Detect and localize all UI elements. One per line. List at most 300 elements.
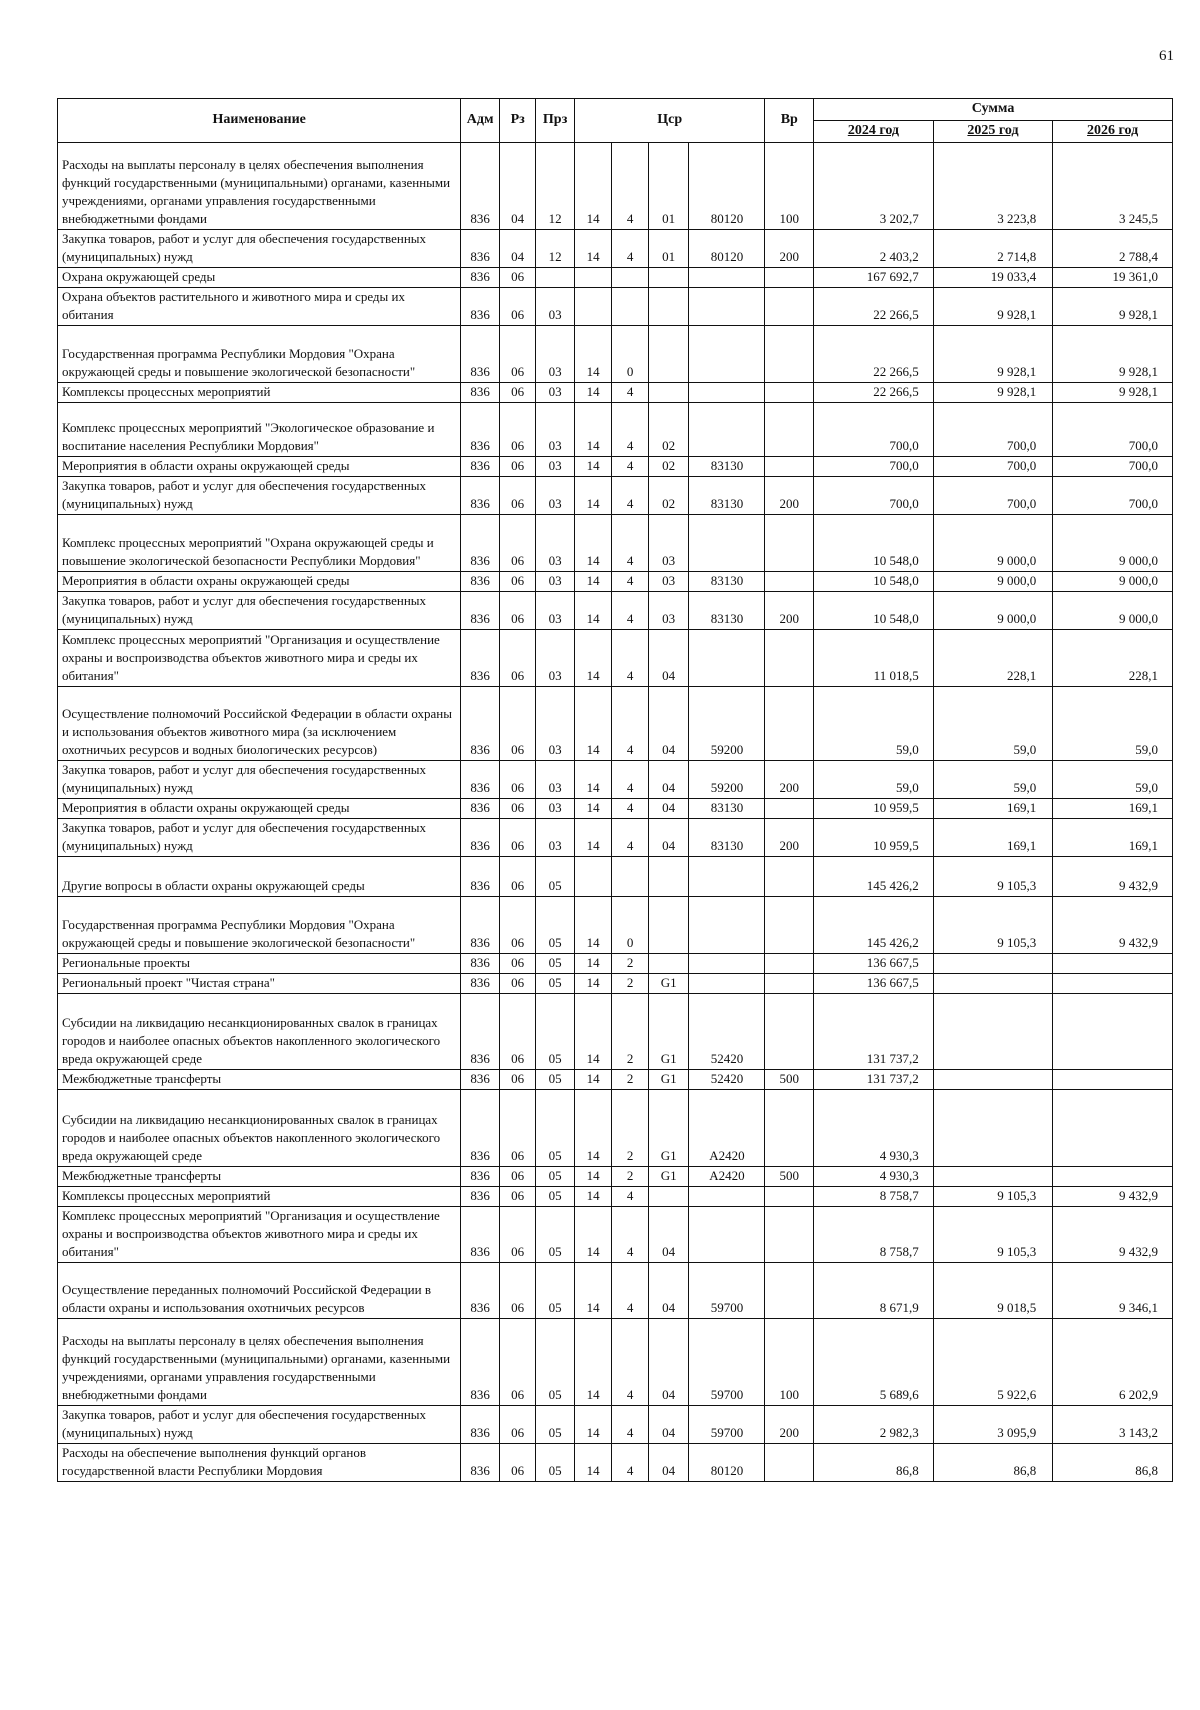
row-prz: 05 bbox=[536, 954, 575, 974]
row-csr-type: 4 bbox=[612, 1406, 648, 1444]
row-csr-program: 14 bbox=[574, 630, 612, 687]
row-rz: 06 bbox=[499, 994, 535, 1070]
row-adm: 836 bbox=[461, 268, 500, 288]
row-csr-type: 4 bbox=[612, 761, 648, 799]
row-sum-2024: 10 959,5 bbox=[814, 819, 934, 857]
row-vr: 200 bbox=[765, 761, 814, 799]
table-row bbox=[58, 326, 1173, 383]
table-row bbox=[58, 457, 1173, 477]
row-name: Субсидии на ликвидацию несанкционированных свалок в границах городов и наиболее опасных объектов накопленного экологического вреда окружающей среде bbox=[58, 994, 461, 1070]
row-vr: 100 bbox=[765, 1319, 814, 1406]
row-csr-structure bbox=[648, 897, 689, 954]
row-prz: 05 bbox=[536, 974, 575, 994]
row-csr-direction: 59700 bbox=[689, 1319, 765, 1406]
header-vr: Вр bbox=[765, 99, 814, 143]
row-sum-2025: 9 928,1 bbox=[933, 288, 1053, 326]
row-sum-2026: 9 432,9 bbox=[1053, 1187, 1173, 1207]
row-vr bbox=[765, 1090, 814, 1167]
row-adm: 836 bbox=[461, 477, 500, 515]
row-adm: 836 bbox=[461, 974, 500, 994]
row-vr bbox=[765, 857, 814, 897]
row-adm: 836 bbox=[461, 1263, 500, 1319]
table-row bbox=[58, 799, 1173, 819]
row-sum-2026: 3 245,5 bbox=[1053, 143, 1173, 230]
row-vr bbox=[765, 630, 814, 687]
row-csr-program: 14 bbox=[574, 994, 612, 1070]
row-prz: 03 bbox=[536, 515, 575, 572]
row-csr-program: 14 bbox=[574, 1187, 612, 1207]
row-adm: 836 bbox=[461, 383, 500, 403]
row-rz: 06 bbox=[499, 1406, 535, 1444]
row-adm: 836 bbox=[461, 288, 500, 326]
row-csr-program: 14 bbox=[574, 326, 612, 383]
row-sum-2024: 5 689,6 bbox=[814, 1319, 934, 1406]
row-csr-direction: 80120 bbox=[689, 1444, 765, 1482]
row-prz: 03 bbox=[536, 383, 575, 403]
row-csr-type: 2 bbox=[612, 974, 648, 994]
row-prz: 05 bbox=[536, 1070, 575, 1090]
table-row bbox=[58, 630, 1173, 687]
table-row bbox=[58, 477, 1173, 515]
row-csr-structure bbox=[648, 954, 689, 974]
row-csr-direction bbox=[689, 1187, 765, 1207]
row-adm: 836 bbox=[461, 1090, 500, 1167]
row-rz: 06 bbox=[499, 288, 535, 326]
row-adm: 836 bbox=[461, 954, 500, 974]
row-csr-program bbox=[574, 288, 612, 326]
table-row bbox=[58, 819, 1173, 857]
row-csr-program: 14 bbox=[574, 477, 612, 515]
row-adm: 836 bbox=[461, 1319, 500, 1406]
row-vr bbox=[765, 515, 814, 572]
row-rz: 06 bbox=[499, 954, 535, 974]
row-csr-direction bbox=[689, 857, 765, 897]
row-csr-structure: 04 bbox=[648, 1263, 689, 1319]
row-rz: 06 bbox=[499, 1187, 535, 1207]
row-csr-type: 0 bbox=[612, 326, 648, 383]
row-prz: 05 bbox=[536, 1319, 575, 1406]
row-sum-2024: 22 266,5 bbox=[814, 288, 934, 326]
row-sum-2024: 2 403,2 bbox=[814, 230, 934, 268]
row-sum-2026: 6 202,9 bbox=[1053, 1319, 1173, 1406]
row-sum-2026 bbox=[1053, 994, 1173, 1070]
row-csr-type: 4 bbox=[612, 819, 648, 857]
row-adm: 836 bbox=[461, 1070, 500, 1090]
row-rz: 06 bbox=[499, 799, 535, 819]
row-csr-direction bbox=[689, 630, 765, 687]
row-vr bbox=[765, 1207, 814, 1263]
row-csr-structure bbox=[648, 383, 689, 403]
row-name: Мероприятия в области охраны окружающей среды bbox=[58, 799, 461, 819]
row-sum-2025: 700,0 bbox=[933, 477, 1053, 515]
row-rz: 06 bbox=[499, 761, 535, 799]
row-csr-program: 14 bbox=[574, 954, 612, 974]
row-sum-2026: 700,0 bbox=[1053, 457, 1173, 477]
row-csr-type: 4 bbox=[612, 403, 648, 457]
row-sum-2026 bbox=[1053, 954, 1173, 974]
row-csr-direction: 52420 bbox=[689, 1070, 765, 1090]
row-name: Другие вопросы в области охраны окружающей среды bbox=[58, 857, 461, 897]
row-csr-direction: 59700 bbox=[689, 1406, 765, 1444]
row-name: Осуществление переданных полномочий Российской Федерации в области охраны и использования охотничьих ресурсов bbox=[58, 1263, 461, 1319]
row-name: Межбюджетные трансферты bbox=[58, 1070, 461, 1090]
header-name: Наименование bbox=[58, 99, 461, 143]
row-csr-type: 4 bbox=[612, 383, 648, 403]
row-csr-structure: G1 bbox=[648, 1167, 689, 1187]
row-name: Закупка товаров, работ и услуг для обеспечения государственных (муниципальных) нужд bbox=[58, 230, 461, 268]
row-sum-2025: 9 000,0 bbox=[933, 572, 1053, 592]
row-sum-2026: 9 000,0 bbox=[1053, 572, 1173, 592]
row-csr-type: 2 bbox=[612, 1167, 648, 1187]
row-prz: 05 bbox=[536, 1263, 575, 1319]
row-csr-direction bbox=[689, 515, 765, 572]
row-csr-type: 4 bbox=[612, 572, 648, 592]
row-name: Охрана объектов растительного и животного мира и среды их обитания bbox=[58, 288, 461, 326]
table-row bbox=[58, 288, 1173, 326]
row-csr-type: 4 bbox=[612, 1263, 648, 1319]
row-rz: 04 bbox=[499, 143, 535, 230]
row-name: Комплекс процессных мероприятий "Охрана окружающей среды и повышение экологической безопасности Республики Мордовия" bbox=[58, 515, 461, 572]
table-body bbox=[58, 143, 1173, 1482]
row-sum-2025: 9 018,5 bbox=[933, 1263, 1053, 1319]
row-csr-type: 4 bbox=[612, 477, 648, 515]
row-name: Комплекс процессных мероприятий "Организация и осуществление охраны и воспроизводства объектов животного мира и среды их обитания" bbox=[58, 630, 461, 687]
table-row bbox=[58, 1187, 1173, 1207]
row-csr-program: 14 bbox=[574, 1406, 612, 1444]
row-vr bbox=[765, 288, 814, 326]
row-rz: 06 bbox=[499, 268, 535, 288]
row-sum-2024: 22 266,5 bbox=[814, 383, 934, 403]
table-header bbox=[58, 99, 1173, 143]
row-name: Расходы на выплаты персоналу в целях обеспечения выполнения функций государственными (муниципальными) органами, казенными учреждениями, органами управления государственными внебюджетными фондами bbox=[58, 143, 461, 230]
row-adm: 836 bbox=[461, 897, 500, 954]
table-row bbox=[58, 1406, 1173, 1444]
row-prz: 05 bbox=[536, 1187, 575, 1207]
row-name: Государственная программа Республики Мордовия "Охрана окружающей среды и повышение экологической безопасности" bbox=[58, 897, 461, 954]
row-sum-2024: 131 737,2 bbox=[814, 994, 934, 1070]
row-name: Закупка товаров, работ и услуг для обеспечения государственных (муниципальных) нужд bbox=[58, 819, 461, 857]
row-csr-type bbox=[612, 288, 648, 326]
row-csr-type bbox=[612, 268, 648, 288]
row-sum-2026: 19 361,0 bbox=[1053, 268, 1173, 288]
row-prz: 05 bbox=[536, 1406, 575, 1444]
row-csr-type: 4 bbox=[612, 630, 648, 687]
row-prz: 12 bbox=[536, 230, 575, 268]
row-sum-2026: 700,0 bbox=[1053, 403, 1173, 457]
row-csr-program: 14 bbox=[574, 572, 612, 592]
row-csr-structure: 01 bbox=[648, 230, 689, 268]
row-csr-program: 14 bbox=[574, 592, 612, 630]
row-csr-program: 14 bbox=[574, 687, 612, 761]
row-csr-type: 4 bbox=[612, 143, 648, 230]
row-prz: 05 bbox=[536, 994, 575, 1070]
row-prz: 05 bbox=[536, 1444, 575, 1482]
row-csr-type: 4 bbox=[612, 1444, 648, 1482]
header-year-2024: 2024 год bbox=[814, 121, 934, 143]
row-sum-2025: 3 223,8 bbox=[933, 143, 1053, 230]
row-sum-2024: 11 018,5 bbox=[814, 630, 934, 687]
row-csr-direction bbox=[689, 268, 765, 288]
row-adm: 836 bbox=[461, 1444, 500, 1482]
row-rz: 06 bbox=[499, 326, 535, 383]
row-rz: 06 bbox=[499, 1319, 535, 1406]
row-sum-2024: 145 426,2 bbox=[814, 857, 934, 897]
row-name: Комплекс процессных мероприятий "Организация и осуществление охраны и воспроизводства объектов животного мира и среды их обитания" bbox=[58, 1207, 461, 1263]
row-vr bbox=[765, 1444, 814, 1482]
row-csr-program: 14 bbox=[574, 403, 612, 457]
row-prz: 05 bbox=[536, 857, 575, 897]
row-vr bbox=[765, 974, 814, 994]
row-sum-2024: 8 758,7 bbox=[814, 1207, 934, 1263]
row-sum-2026: 3 143,2 bbox=[1053, 1406, 1173, 1444]
row-sum-2024: 8 758,7 bbox=[814, 1187, 934, 1207]
row-csr-structure: 02 bbox=[648, 457, 689, 477]
table-row bbox=[58, 592, 1173, 630]
row-csr-structure: 02 bbox=[648, 403, 689, 457]
row-vr bbox=[765, 383, 814, 403]
row-adm: 836 bbox=[461, 687, 500, 761]
row-adm: 836 bbox=[461, 630, 500, 687]
row-csr-direction: 83130 bbox=[689, 819, 765, 857]
row-csr-direction bbox=[689, 383, 765, 403]
row-vr bbox=[765, 457, 814, 477]
row-csr-direction: 59200 bbox=[689, 687, 765, 761]
row-csr-type: 4 bbox=[612, 1187, 648, 1207]
row-vr bbox=[765, 403, 814, 457]
row-csr-type: 4 bbox=[612, 457, 648, 477]
row-sum-2024: 167 692,7 bbox=[814, 268, 934, 288]
row-rz: 06 bbox=[499, 897, 535, 954]
row-sum-2026: 9 928,1 bbox=[1053, 288, 1173, 326]
row-name: Закупка товаров, работ и услуг для обеспечения государственных (муниципальных) нужд bbox=[58, 477, 461, 515]
row-sum-2024: 131 737,2 bbox=[814, 1070, 934, 1090]
row-adm: 836 bbox=[461, 1406, 500, 1444]
row-csr-direction bbox=[689, 897, 765, 954]
row-vr bbox=[765, 268, 814, 288]
row-vr bbox=[765, 687, 814, 761]
table-row bbox=[58, 268, 1173, 288]
row-sum-2026 bbox=[1053, 1167, 1173, 1187]
row-csr-type: 2 bbox=[612, 1070, 648, 1090]
row-vr: 200 bbox=[765, 819, 814, 857]
row-sum-2024: 22 266,5 bbox=[814, 326, 934, 383]
table-row bbox=[58, 994, 1173, 1070]
table-row bbox=[58, 897, 1173, 954]
row-sum-2025: 9 000,0 bbox=[933, 592, 1053, 630]
row-vr bbox=[765, 954, 814, 974]
row-csr-structure: G1 bbox=[648, 1090, 689, 1167]
row-csr-direction bbox=[689, 403, 765, 457]
row-name: Комплексы процессных мероприятий bbox=[58, 383, 461, 403]
budget-table bbox=[57, 98, 1173, 1482]
row-sum-2025 bbox=[933, 954, 1053, 974]
row-rz: 06 bbox=[499, 974, 535, 994]
row-prz: 03 bbox=[536, 572, 575, 592]
row-prz bbox=[536, 268, 575, 288]
row-rz: 06 bbox=[499, 1070, 535, 1090]
row-sum-2025: 59,0 bbox=[933, 761, 1053, 799]
row-sum-2025: 700,0 bbox=[933, 403, 1053, 457]
row-csr-program: 14 bbox=[574, 1090, 612, 1167]
row-sum-2024: 10 548,0 bbox=[814, 592, 934, 630]
row-vr: 200 bbox=[765, 1406, 814, 1444]
row-sum-2025: 59,0 bbox=[933, 687, 1053, 761]
row-csr-direction bbox=[689, 288, 765, 326]
row-sum-2024: 700,0 bbox=[814, 477, 934, 515]
row-name: Региональные проекты bbox=[58, 954, 461, 974]
row-sum-2024: 86,8 bbox=[814, 1444, 934, 1482]
row-csr-direction: 52420 bbox=[689, 994, 765, 1070]
row-sum-2025: 9 000,0 bbox=[933, 515, 1053, 572]
row-name: Расходы на обеспечение выполнения функций органов государственной власти Республики Мордовия bbox=[58, 1444, 461, 1482]
row-csr-direction: 80120 bbox=[689, 230, 765, 268]
row-csr-direction: А2420 bbox=[689, 1167, 765, 1187]
row-csr-structure: 03 bbox=[648, 572, 689, 592]
row-csr-structure: 03 bbox=[648, 515, 689, 572]
row-csr-direction: 83130 bbox=[689, 592, 765, 630]
table-row bbox=[58, 1444, 1173, 1482]
header-csr: Цср bbox=[574, 99, 765, 143]
row-csr-direction: 83130 bbox=[689, 799, 765, 819]
row-csr-structure bbox=[648, 288, 689, 326]
row-sum-2026: 228,1 bbox=[1053, 630, 1173, 687]
row-csr-type: 4 bbox=[612, 592, 648, 630]
row-rz: 06 bbox=[499, 857, 535, 897]
row-sum-2024: 4 930,3 bbox=[814, 1167, 934, 1187]
row-sum-2026: 86,8 bbox=[1053, 1444, 1173, 1482]
row-prz: 03 bbox=[536, 799, 575, 819]
row-csr-program bbox=[574, 268, 612, 288]
row-adm: 836 bbox=[461, 799, 500, 819]
row-sum-2025: 9 105,3 bbox=[933, 897, 1053, 954]
row-csr-program: 14 bbox=[574, 1207, 612, 1263]
row-vr bbox=[765, 994, 814, 1070]
row-prz: 03 bbox=[536, 687, 575, 761]
row-csr-program: 14 bbox=[574, 230, 612, 268]
row-vr bbox=[765, 1187, 814, 1207]
row-name: Закупка товаров, работ и услуг для обеспечения государственных (муниципальных) нужд bbox=[58, 1406, 461, 1444]
row-adm: 836 bbox=[461, 457, 500, 477]
row-sum-2026 bbox=[1053, 1090, 1173, 1167]
row-name: Государственная программа Республики Мордовия "Охрана окружающей среды и повышение экологической безопасности" bbox=[58, 326, 461, 383]
row-sum-2025: 9 928,1 bbox=[933, 383, 1053, 403]
row-csr-structure: 04 bbox=[648, 1406, 689, 1444]
row-vr: 200 bbox=[765, 230, 814, 268]
row-sum-2024: 145 426,2 bbox=[814, 897, 934, 954]
row-adm: 836 bbox=[461, 230, 500, 268]
row-name: Комплексы процессных мероприятий bbox=[58, 1187, 461, 1207]
row-prz: 05 bbox=[536, 1207, 575, 1263]
header-year-2025: 2025 год bbox=[933, 121, 1053, 143]
row-csr-type: 4 bbox=[612, 799, 648, 819]
row-csr-direction: 59700 bbox=[689, 1263, 765, 1319]
row-sum-2025: 5 922,6 bbox=[933, 1319, 1053, 1406]
table-row bbox=[58, 403, 1173, 457]
row-prz: 03 bbox=[536, 630, 575, 687]
table-row bbox=[58, 1167, 1173, 1187]
row-prz: 05 bbox=[536, 897, 575, 954]
row-sum-2024: 136 667,5 bbox=[814, 974, 934, 994]
row-csr-direction: 83130 bbox=[689, 572, 765, 592]
row-csr-program: 14 bbox=[574, 761, 612, 799]
row-csr-program: 14 bbox=[574, 1444, 612, 1482]
row-rz: 06 bbox=[499, 572, 535, 592]
row-csr-program: 14 bbox=[574, 1070, 612, 1090]
row-rz: 06 bbox=[499, 1090, 535, 1167]
row-vr: 500 bbox=[765, 1070, 814, 1090]
row-name: Расходы на выплаты персоналу в целях обеспечения выполнения функций государственными (муниципальными) органами, казенными учреждениями, органами управления государственными внебюджетными фондами bbox=[58, 1319, 461, 1406]
row-vr bbox=[765, 572, 814, 592]
row-name: Комплекс процессных мероприятий "Экологическое образование и воспитание населения Республики Мордовия" bbox=[58, 403, 461, 457]
row-adm: 836 bbox=[461, 1207, 500, 1263]
row-adm: 836 bbox=[461, 994, 500, 1070]
row-sum-2024: 8 671,9 bbox=[814, 1263, 934, 1319]
row-csr-structure: G1 bbox=[648, 994, 689, 1070]
row-sum-2024: 3 202,7 bbox=[814, 143, 934, 230]
row-sum-2025 bbox=[933, 994, 1053, 1070]
row-csr-structure: 04 bbox=[648, 687, 689, 761]
row-csr-program: 14 bbox=[574, 799, 612, 819]
row-rz: 06 bbox=[499, 477, 535, 515]
table-row bbox=[58, 515, 1173, 572]
row-sum-2025: 2 714,8 bbox=[933, 230, 1053, 268]
row-sum-2025: 169,1 bbox=[933, 819, 1053, 857]
row-adm: 836 bbox=[461, 592, 500, 630]
row-sum-2026: 59,0 bbox=[1053, 687, 1173, 761]
row-vr: 200 bbox=[765, 477, 814, 515]
row-csr-structure: 04 bbox=[648, 1207, 689, 1263]
row-vr: 500 bbox=[765, 1167, 814, 1187]
row-prz: 03 bbox=[536, 819, 575, 857]
table-row bbox=[58, 383, 1173, 403]
table-row bbox=[58, 1263, 1173, 1319]
row-csr-type: 4 bbox=[612, 515, 648, 572]
row-prz: 03 bbox=[536, 326, 575, 383]
row-rz: 06 bbox=[499, 403, 535, 457]
row-name: Субсидии на ликвидацию несанкционированных свалок в границах городов и наиболее опасных объектов накопленного экологического вреда окружающей среде bbox=[58, 1090, 461, 1167]
row-sum-2026 bbox=[1053, 974, 1173, 994]
row-csr-structure: 02 bbox=[648, 477, 689, 515]
row-csr-structure: G1 bbox=[648, 974, 689, 994]
row-name: Межбюджетные трансферты bbox=[58, 1167, 461, 1187]
row-name: Мероприятия в области охраны окружающей среды bbox=[58, 572, 461, 592]
row-vr bbox=[765, 1263, 814, 1319]
row-csr-structure: 04 bbox=[648, 630, 689, 687]
page-number: 61 bbox=[1159, 48, 1174, 64]
row-vr bbox=[765, 799, 814, 819]
row-prz: 12 bbox=[536, 143, 575, 230]
row-sum-2025: 19 033,4 bbox=[933, 268, 1053, 288]
row-rz: 06 bbox=[499, 592, 535, 630]
row-sum-2026: 9 346,1 bbox=[1053, 1263, 1173, 1319]
row-csr-program: 14 bbox=[574, 1319, 612, 1406]
row-sum-2026: 169,1 bbox=[1053, 799, 1173, 819]
row-csr-type: 2 bbox=[612, 954, 648, 974]
row-vr: 100 bbox=[765, 143, 814, 230]
row-csr-direction bbox=[689, 326, 765, 383]
row-csr-program: 14 bbox=[574, 457, 612, 477]
row-prz: 03 bbox=[536, 592, 575, 630]
row-adm: 836 bbox=[461, 857, 500, 897]
row-csr-program: 14 bbox=[574, 515, 612, 572]
row-csr-structure: 01 bbox=[648, 143, 689, 230]
header-rz: Рз bbox=[499, 99, 535, 143]
row-csr-type: 0 bbox=[612, 897, 648, 954]
row-sum-2024: 700,0 bbox=[814, 403, 934, 457]
row-csr-structure bbox=[648, 1187, 689, 1207]
row-csr-program: 14 bbox=[574, 143, 612, 230]
row-sum-2025: 9 105,3 bbox=[933, 857, 1053, 897]
